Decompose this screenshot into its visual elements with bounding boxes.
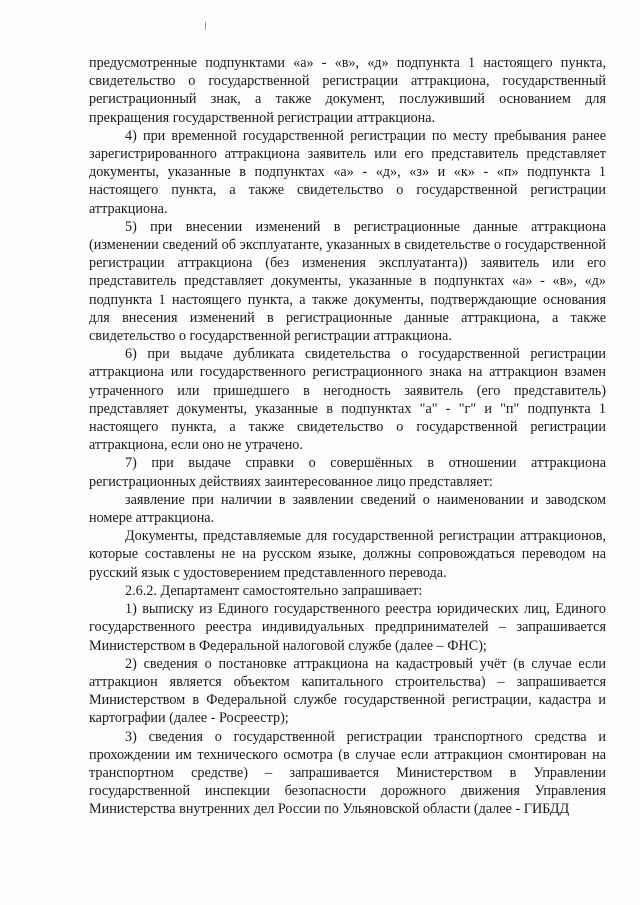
paragraph-item-5: 5) при внесении изменений в регистрационные данные аттракциона (изменении сведений об эксплуатанте, указанных в свидетельстве о государственной регистрации аттракциона (без изменения эксплуатанта)) заявитель или его представитель представляет документы, указанные в подпунктах «а» - «в», «д» подпункта 1 настоящего пункта, а также документы, подтверждающие основания для внесения изменений в регистрационные данные аттракциона, а также свидетельство о государственной регистрации аттракциона. bbox=[89, 218, 606, 345]
document-body bbox=[89, 54, 606, 819]
paragraph-item-6: 6) при выдаче дубликата свидетельства о государственной регистрации аттракциона или государственного регистрационного знака на аттракцион взамен утраченного или пришедшего в негодность заявитель (его представитель) представляет документы, указанные в подпунктах "а" - "г" и "п" подпункта 1 настоящего пункта, а также свидетельство о государственной регистрации аттракциона, если оно не утрачено. bbox=[89, 346, 606, 454]
paragraph-documents-translation: Документы, представляемые для государственной регистрации аттракционов, которые составлены не на русском языке, должны сопровождаться переводом на русский язык с удостоверением представленного перевода. bbox=[89, 528, 606, 581]
paragraph-request-3: 3) сведения о государственной регистрации транспортного средства и прохождении им технического осмотра (в случае если аттракцион смонтирован на транспортном средстве) – запрашивается Министерством в Управлении государственной инспекции безопасности дорожного движения Управления Министерства внутренних дел России по Ульяновской области (далее - ГИБДД bbox=[89, 728, 606, 818]
paragraph-1: предусмотренные подпунктами «а» - «в», «д» подпункта 1 настоящего пункта, свидетельство о государственной регистрации аттракциона, государственный регистрационный знак, а также документ, послуживший основанием для прекращения государственной регистрации аттракциона. bbox=[89, 55, 606, 126]
paragraph-item-7: 7) при выдаче справки о совершённых в отношении аттракциона регистрационных действиях заинтересованное лицо представляет: bbox=[89, 455, 606, 490]
paragraph-request-2: 2) сведения о постановке аттракциона на кадастровый учёт (в случае если аттракцион является объектом капитального строительства) – запрашивается Министерством в Федеральной службе государственной регистрации, кадастра и картографии (далее - Росреестр); bbox=[89, 655, 606, 727]
section-heading-2-6-2: 2.6.2. Департамент самостоятельно запрашивает: bbox=[125, 582, 423, 599]
paragraph-request-1: 1) выписку из Единого государственного реестра юридических лиц, Единого государственного реестра индивидуальных предпринимателей – запрашивается Министерством в Федеральной налоговой службе (далее – ФНС); bbox=[89, 601, 606, 654]
scan-mark bbox=[205, 22, 206, 30]
paragraph-application: заявление при наличии в заявлении сведений о наименовании и заводском номере аттракциона. bbox=[89, 491, 606, 527]
paragraph-item-4: 4) при временной государственной регистрации по месту пребывания ранее зарегистрированного аттракциона заявитель или его представитель представляет документы, указанные в подпунктах «а» - «д», «з» и «к» - «п» подпункта 1 настоящего пункта, а также свидетельство о государственной регистрации аттракциона. bbox=[89, 127, 606, 217]
